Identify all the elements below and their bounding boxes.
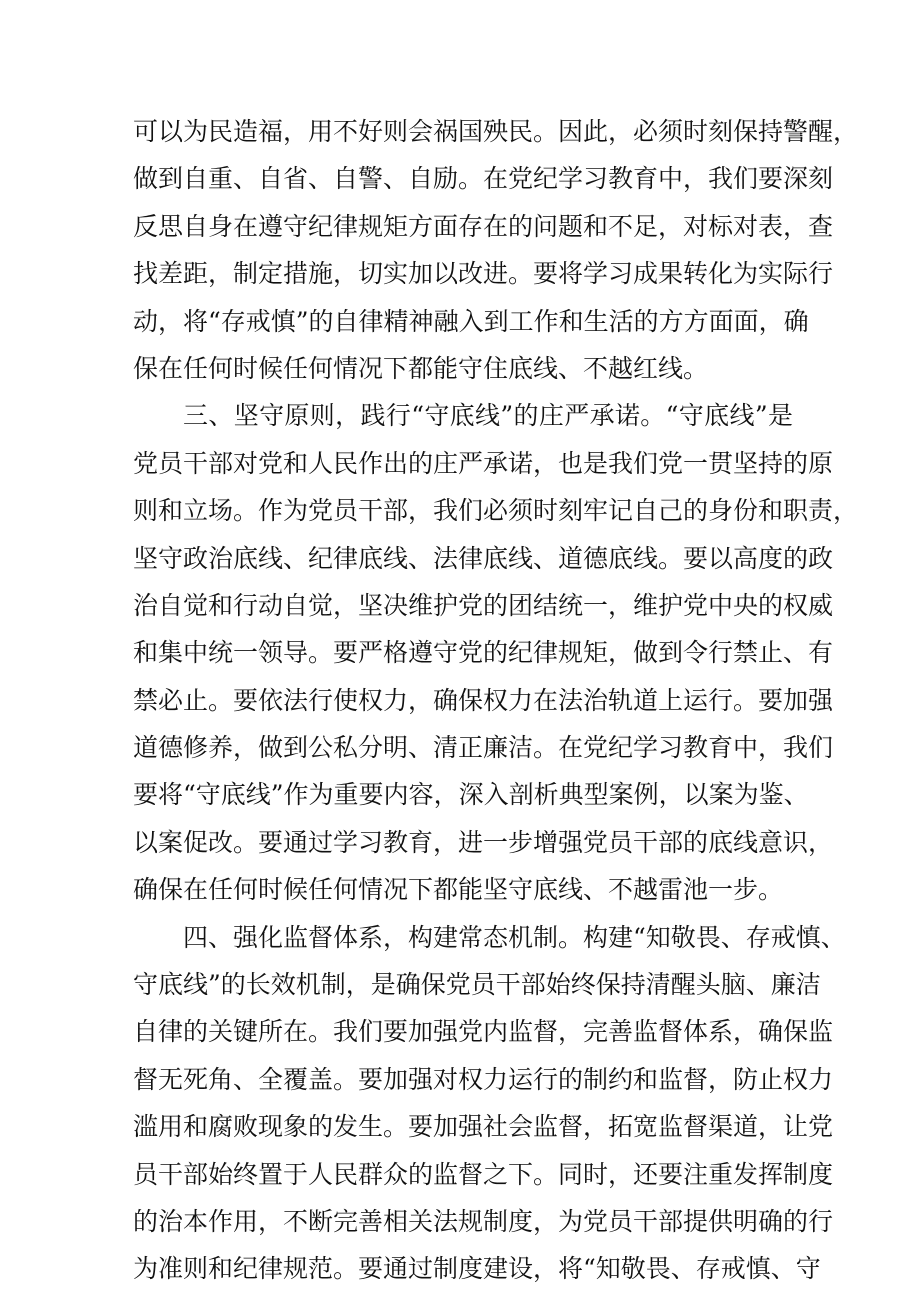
text-line: 动，将“存戒慎”的自律精神融入到工作和生活的方方面面，确 <box>133 306 809 336</box>
text-line: 治自觉和行动自觉，坚决维护党的团结统一，维护党中央的权威 <box>133 590 834 620</box>
text-line: 找差距，制定措施，切实加以改进。要将学习成果转化为实际行 <box>133 259 834 289</box>
text-line: 坚守政治底线、纪律底线、法律底线、道德底线。要以高度的政 <box>133 543 834 573</box>
text-line: 为准则和纪律规范。要通过制度建设，将“知敬畏、存戒慎、守 <box>133 1254 821 1284</box>
text-line: 督无死角、全覆盖。要加强对权力运行的制约和监督，防止权力 <box>133 1064 834 1094</box>
text-line: 的治本作用，不断完善相关法规制度，为党员干部提供明确的行 <box>133 1206 834 1236</box>
text-line: 反思自身在遵守纪律规矩方面存在的问题和不足，对标对表，查 <box>133 211 834 241</box>
text-line: 守底线”的长效机制，是确保党员干部始终保持清醒头脑、廉洁 <box>133 970 821 1000</box>
text-line: 要将“守底线”作为重要内容，深入剖析典型案例，以案为鉴、 <box>133 780 809 810</box>
text-line: 员干部始终置于人民群众的监督之下。同时，还要注重发挥制度 <box>133 1159 834 1189</box>
paragraph-three <box>133 392 859 913</box>
text-line: 滥用和腐败现象的发生。要加强社会监督，拓宽监督渠道，让党 <box>133 1112 834 1142</box>
text-line: 保在任何时候任何情况下都能守住底线、不越红线。 <box>133 353 709 383</box>
text-line: 以案促改。要通过学习教育，进一步增强党员干部的底线意识， <box>133 827 834 857</box>
paragraph-continuation <box>133 108 859 392</box>
text-line: 做到自重、自省、自警、自励。在党纪学习教育中，我们要深刻 <box>133 164 834 194</box>
text-line: 和集中统一领导。要严格遵守党的纪律规矩，做到令行禁止、有 <box>133 638 834 668</box>
paragraph-heading-line: 四、强化监督体系，构建常态机制。构建“知敬畏、存戒慎、 <box>183 922 846 952</box>
paragraph-four <box>133 914 846 1293</box>
text-line: 自律的关键所在。我们要加强党内监督，完善监督体系，确保监 <box>133 1017 834 1047</box>
text-line: 则和立场。作为党员干部，我们必须时刻牢记自己的身份和职责， <box>133 496 859 526</box>
text-line: 道德修养，做到公私分明、清正廉洁。在党纪学习教育中，我们 <box>133 733 834 763</box>
text-line: 禁必止。要依法行使权力，确保权力在法治轨道上运行。要加强 <box>133 685 834 715</box>
document-body <box>133 108 859 1293</box>
text-line: 确保在任何时候任何情况下都能坚守底线、不越雷池一步。 <box>133 875 784 905</box>
text-line: 可以为民造福，用不好则会祸国殃民。因此，必须时刻保持警醒， <box>133 117 859 146</box>
text-line: 党员干部对党和人民作出的庄严承诺，也是我们党一贯坚持的原 <box>133 448 834 478</box>
paragraph-heading-line: 三、坚守原则，践行“守底线”的庄严承诺。“守底线”是 <box>183 401 793 431</box>
